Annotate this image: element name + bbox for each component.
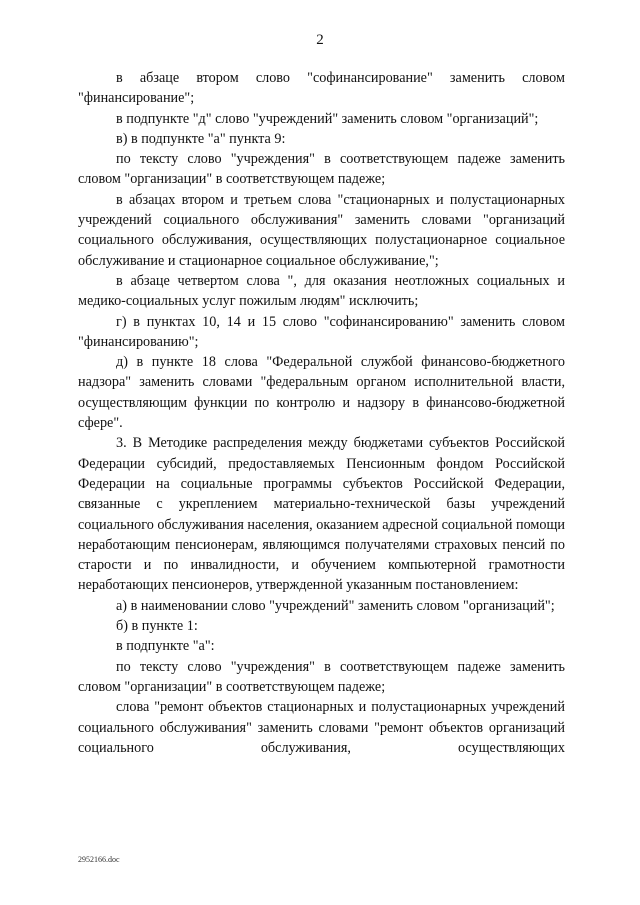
paragraph: д) в пункте 18 слова "Федеральной службой финансово-бюджетного надзора" заменить словами "федеральным органом исполнительной власти, осуществляющим функции по контролю и надзору в финансово-бюджетной сфере".: [78, 354, 565, 432]
document-filename: 2952166.doc: [78, 855, 120, 864]
paragraph: по тексту слово "учреждения" в соответствующем падеже заменить словом "организации" в соответствующем падеже;: [78, 658, 565, 695]
paragraph: слова "ремонт объектов стационарных и полустационарных учреждений социального обслуживания" заменить словами "ремонт объектов организаций социального обслуживания, осуществляющих: [78, 699, 565, 756]
paragraph: в абзаце четвертом слова ", для оказания неотложных социальных и медико-социальных услуг пожилым людям" исключить;: [78, 272, 565, 310]
page-number: 2: [316, 32, 324, 48]
paragraph: в подпункте "а":: [116, 638, 215, 655]
paragraph: в подпункте "д" слово "учреждений" заменить словом "организаций";: [116, 110, 539, 127]
paragraph: а) в наименовании слово "учреждений" заменить словом "организаций";: [116, 597, 555, 614]
paragraph: в) в подпункте "а" пункта 9:: [116, 130, 286, 147]
document-body: [78, 68, 565, 758]
paragraph: 3. В Методике распределения между бюджетами субъектов Российской Федерации субсидий, предоставляемых Пенсионным фондом Российской Федерации на социальные программы субъектов Российской Федерации, связанные с укреплением материально-технической базы учреждений социального обслуживания населения, оказанием адресной социальной помощи неработающим пенсионерам, являющимся получателями страховых пенсий по старости и по инвалидности, и обучением компьютерной грамотности неработающих пенсионеров, утвержденной указанным постановлением:: [78, 435, 565, 594]
paragraph: в абзацах втором и третьем слова "стационарных и полустационарных учреждений социального обслуживания" заменить словами "организаций социального обслуживания, осуществляющих полустационарное социальное обслуживание и стационарное социальное обслуживание,";: [78, 191, 565, 269]
paragraph: г) в пунктах 10, 14 и 15 слово "софинансированию" заменить словом "финансированию";: [78, 313, 565, 350]
paragraph: в абзаце втором слово "софинансирование" заменить словом "финансирование";: [78, 70, 565, 107]
paragraph: по тексту слово "учреждения" в соответствующем падеже заменить словом "организации" в соответствующем падеже;: [78, 151, 565, 188]
paragraph: б) в пункте 1:: [116, 618, 198, 635]
